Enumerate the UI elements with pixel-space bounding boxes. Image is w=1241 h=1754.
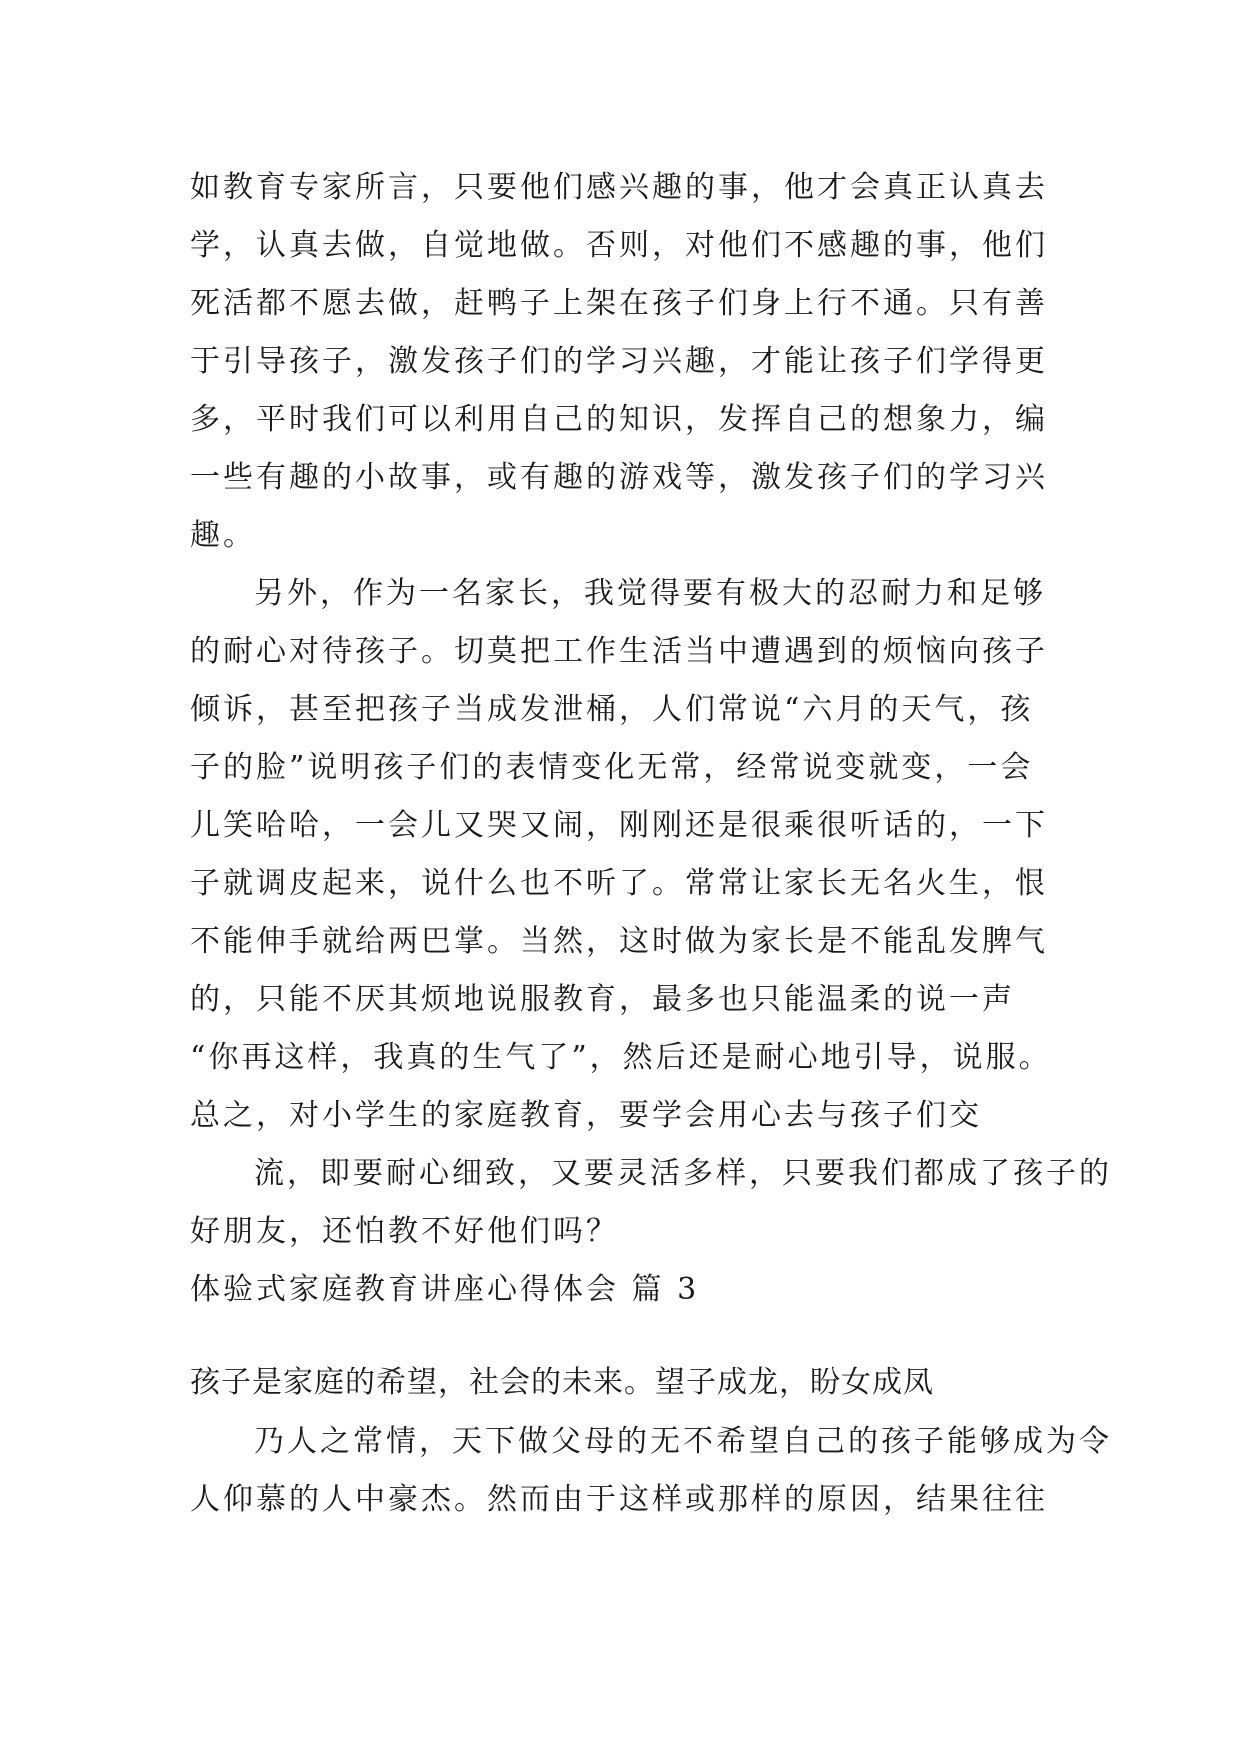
body-line: 人仰慕的人中豪杰。然而由于这样或那样的原因，结果往往 [190,1482,1048,1517]
body-line: 儿笑哈哈，一会儿又哭又闹，刚刚还是很乘很听话的，一下 [190,808,1048,843]
body-line: 倾诉，甚至把孩子当成发泄桶，人们常说“六月的天气，孩 [190,692,1034,727]
body-line: 趣。 [190,518,256,553]
body-line: 乃人之常情，天下做父母的无不希望自己的孩子能够成为令 [254,1424,1112,1459]
body-line: 好朋友，还怕教不好他们吗？ [190,1214,619,1249]
body-line: “你再这样，我真的生气了”，然后还是耐心地引导，说服。 [190,1040,1052,1075]
body-line: 的，只能不厌其烦地说服教育，最多也只能温柔的说一声 [190,982,1015,1017]
body-line: 子的脸”说明孩子们的表情变化无常，经常说变就变，一会 [190,750,1034,785]
body-line: 如教育专家所言，只要他们感兴趣的事，他才会真正认真去 [190,170,1048,205]
body-line: 不能伸手就给两巴掌。当然，这时做为家长是不能乱发脾气 [190,924,1048,959]
paragraph-first-line: 孩子是家庭的希望，社会的未来。望子成龙，盼女成凤 [190,1365,934,1400]
body-line: 学，认真去做，自觉地做。否则，对他们不感趣的事，他们 [190,228,1048,263]
body-line: 子就调皮起来，说什么也不听了。常常让家长无名火生，恨 [190,866,1048,901]
body-line: 多，平时我们可以利用自己的知识，发挥自己的想象力，编 [190,402,1048,437]
body-line: 的耐心对待孩子。切莫把工作生活当中遭遇到的烦恼向孩子 [190,634,1048,669]
paragraph-first-line: 另外，作为一名家长，我觉得要有极大的忍耐力和足够 [254,576,1046,611]
paragraph-first-line: 总之，对小学生的家庭教育，要学会用心去与孩子们交 [190,1098,982,1133]
body-line: 于引导孩子，激发孩子们的学习兴趣，才能让孩子们学得更 [190,344,1048,379]
body-line: 流，即要耐心细致，又要灵活多样，只要我们都成了孩子的 [254,1156,1112,1191]
body-line: 死活都不愿去做，赶鸭子上架在孩子们身上行不通。只有善 [190,286,1048,321]
body-line: 一些有趣的小故事，或有趣的游戏等，激发孩子们的学习兴 [190,460,1048,495]
section-heading: 体验式家庭教育讲座心得体会 篇 3 [190,1272,700,1307]
